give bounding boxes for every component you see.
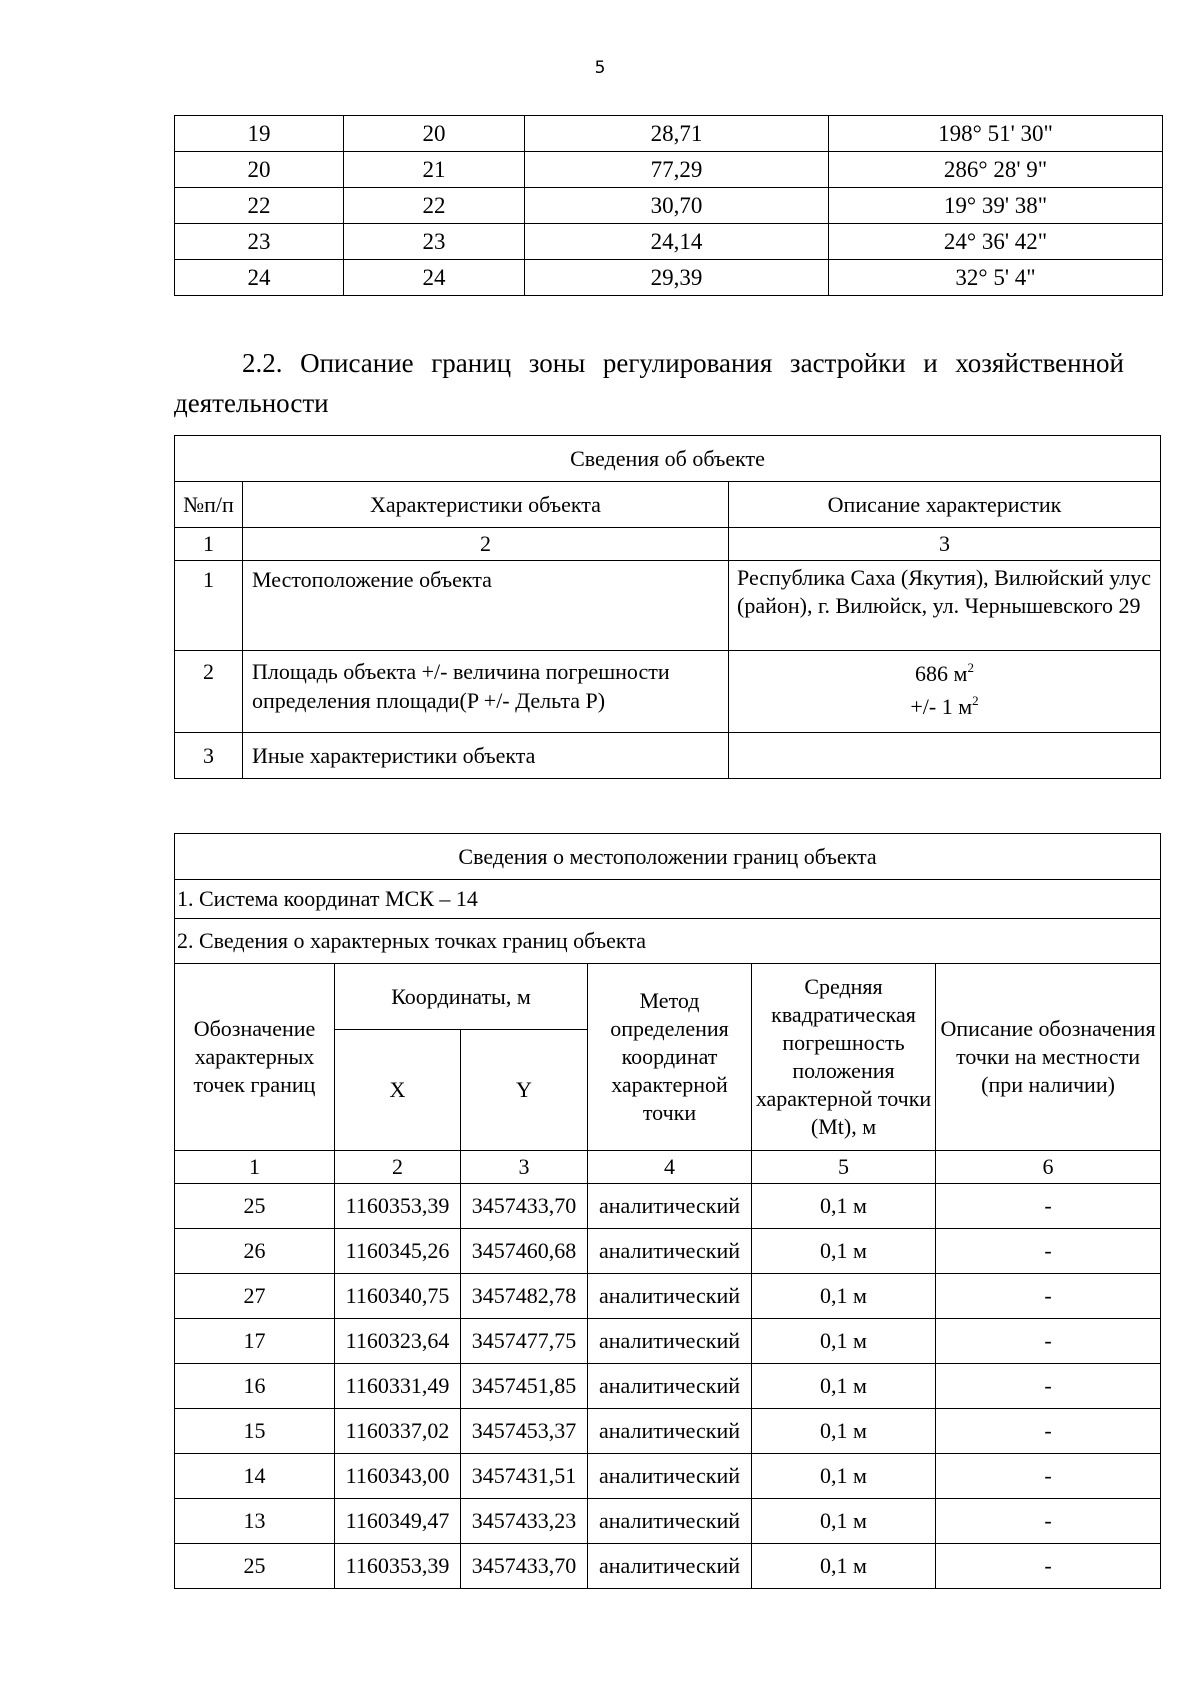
row-characteristic: Площадь объекта +/- величина погрешности определения площади(P +/- Дельта P) bbox=[243, 651, 729, 733]
x-coordinate: 1160337,02 bbox=[335, 1409, 461, 1454]
method: аналитический bbox=[588, 1454, 752, 1499]
y-coordinate: 3457433,23 bbox=[461, 1499, 588, 1544]
boundary-points-table bbox=[174, 833, 1161, 1589]
table-row bbox=[175, 1184, 1161, 1229]
table-cell: 29,39 bbox=[525, 260, 829, 296]
row-description bbox=[729, 733, 1161, 779]
area-value: 686 $м^2$ bbox=[915, 660, 974, 686]
x-coordinate: 1160340,75 bbox=[335, 1274, 461, 1319]
row-characteristic: Иные характеристики объекта bbox=[243, 733, 729, 779]
table-cell: 19 bbox=[175, 116, 344, 152]
method: аналитический bbox=[588, 1409, 752, 1454]
coordinate-system: 1. Система координат МСК – 14 bbox=[175, 880, 1161, 919]
table-row bbox=[175, 152, 1163, 188]
point-id: 25 bbox=[175, 1544, 335, 1589]
table-row bbox=[175, 1454, 1161, 1499]
table-cell: 24 bbox=[344, 260, 525, 296]
index-cell: 1 bbox=[175, 528, 243, 561]
table-row bbox=[175, 1409, 1161, 1454]
y-coordinate: 3457451,85 bbox=[461, 1364, 588, 1409]
point-id: 14 bbox=[175, 1454, 335, 1499]
y-coordinate: 3457433,70 bbox=[461, 1184, 588, 1229]
object-info-title: Сведения об объекте bbox=[175, 436, 1161, 482]
table-row bbox=[175, 116, 1163, 152]
row-number: 1 bbox=[175, 561, 243, 651]
section-heading bbox=[174, 343, 1124, 423]
table-cell: 20 bbox=[175, 152, 344, 188]
x-coordinate: 1160331,49 bbox=[335, 1364, 461, 1409]
method: аналитический bbox=[588, 1499, 752, 1544]
method-header: Метод определения координат характерной точки bbox=[588, 964, 752, 1151]
col-index: 2 bbox=[335, 1151, 461, 1184]
table-row bbox=[175, 1499, 1161, 1544]
method: аналитический bbox=[588, 1229, 752, 1274]
y-header: Y bbox=[461, 1030, 588, 1151]
col-index: 6 bbox=[936, 1151, 1161, 1184]
table-cell: 20 bbox=[344, 116, 525, 152]
col-char-header: Характеристики объекта bbox=[243, 482, 729, 528]
col-index: 1 bbox=[175, 1151, 335, 1184]
table-cell: 24° 36' 42" bbox=[829, 224, 1163, 260]
x-coordinate: 1160323,64 bbox=[335, 1319, 461, 1364]
table-row bbox=[175, 1319, 1161, 1364]
table-cell: 77,29 bbox=[525, 152, 829, 188]
point-id: 26 bbox=[175, 1229, 335, 1274]
mean-error: 0,1 м bbox=[752, 1229, 936, 1274]
table-cell: 198° 51' 30" bbox=[829, 116, 1163, 152]
table-cell: 32° 5' 4" bbox=[829, 260, 1163, 296]
x-coordinate: 1160343,00 bbox=[335, 1454, 461, 1499]
table-row bbox=[175, 260, 1163, 296]
index-cell: 3 bbox=[729, 528, 1161, 561]
y-coordinate: 3457453,37 bbox=[461, 1409, 588, 1454]
y-coordinate: 3457477,75 bbox=[461, 1319, 588, 1364]
method: аналитический bbox=[588, 1364, 752, 1409]
bearing-table bbox=[174, 115, 1163, 296]
point-description: - bbox=[936, 1544, 1161, 1589]
point-description-header: Описание обозначения точки на местности (при наличии) bbox=[936, 964, 1161, 1151]
mean-error: 0,1 м bbox=[752, 1409, 936, 1454]
point-description: - bbox=[936, 1229, 1161, 1274]
col-desc-header: Описание характеристик bbox=[729, 482, 1161, 528]
col-num-header: №п/п bbox=[175, 482, 243, 528]
point-description: - bbox=[936, 1409, 1161, 1454]
error-header: Средняя квадратическая погрешность положения характерной точки (Mt), м bbox=[752, 964, 936, 1151]
x-coordinate: 1160353,39 bbox=[335, 1184, 461, 1229]
col-index: 5 bbox=[752, 1151, 936, 1184]
boundaries-title: Сведения о местоположении границ объекта bbox=[175, 834, 1161, 880]
table-cell: 24 bbox=[175, 260, 344, 296]
method: аналитический bbox=[588, 1319, 752, 1364]
x-coordinate: 1160345,26 bbox=[335, 1229, 461, 1274]
method: аналитический bbox=[588, 1184, 752, 1229]
page-number: 5 bbox=[594, 58, 606, 78]
point-description: - bbox=[936, 1184, 1161, 1229]
mean-error: 0,1 м bbox=[752, 1184, 936, 1229]
table-cell: 21 bbox=[344, 152, 525, 188]
mean-error: 0,1 м bbox=[752, 1499, 936, 1544]
location-description: Республика Саха (Якутия), Вилюйский улус (район), г. Вилюйск, ул. Чернышевского 29 bbox=[729, 561, 1161, 651]
point-id: 15 bbox=[175, 1409, 335, 1454]
y-coordinate: 3457482,78 bbox=[461, 1274, 588, 1319]
point-description: - bbox=[936, 1274, 1161, 1319]
y-coordinate: 3457460,68 bbox=[461, 1229, 588, 1274]
col-index: 3 bbox=[461, 1151, 588, 1184]
x-coordinate: 1160353,39 bbox=[335, 1544, 461, 1589]
method: аналитический bbox=[588, 1274, 752, 1319]
table-row bbox=[175, 1544, 1161, 1589]
point-id: 17 bbox=[175, 1319, 335, 1364]
col-index: 4 bbox=[588, 1151, 752, 1184]
method: аналитический bbox=[588, 1544, 752, 1589]
table-cell: 24,14 bbox=[525, 224, 829, 260]
points-title: 2. Сведения о характерных точках границ объекта bbox=[175, 919, 1161, 964]
point-designation-header: Обозначение характерных точек границ bbox=[175, 964, 335, 1151]
table-cell: 19° 39' 38" bbox=[829, 188, 1163, 224]
table-row bbox=[175, 1229, 1161, 1274]
table-cell: 28,71 bbox=[525, 116, 829, 152]
mean-error: 0,1 м bbox=[752, 1319, 936, 1364]
section-heading-text: 2.2. Описание границ зоны регулирования застройки и хозяйственной деятельности bbox=[174, 348, 1124, 418]
point-description: - bbox=[936, 1499, 1161, 1544]
x-coordinate: 1160349,47 bbox=[335, 1499, 461, 1544]
coordinates-header: Координаты, м bbox=[335, 964, 588, 1030]
table-cell: 23 bbox=[175, 224, 344, 260]
point-id: 25 bbox=[175, 1184, 335, 1229]
row-number: 3 bbox=[175, 733, 243, 779]
point-id: 27 bbox=[175, 1274, 335, 1319]
table-cell: 22 bbox=[175, 188, 344, 224]
point-description: - bbox=[936, 1454, 1161, 1499]
row-number: 2 bbox=[175, 651, 243, 733]
mean-error: 0,1 м bbox=[752, 1454, 936, 1499]
area-description bbox=[729, 651, 1161, 733]
x-header: X bbox=[335, 1030, 461, 1151]
table-row bbox=[175, 188, 1163, 224]
object-info-table bbox=[174, 435, 1161, 779]
point-description: - bbox=[936, 1364, 1161, 1409]
area-error: +/- 1 $м^2$ bbox=[910, 693, 979, 719]
y-coordinate: 3457433,70 bbox=[461, 1544, 588, 1589]
table-cell: 286° 28' 9" bbox=[829, 152, 1163, 188]
point-id: 13 bbox=[175, 1499, 335, 1544]
point-id: 16 bbox=[175, 1364, 335, 1409]
table-row bbox=[175, 1274, 1161, 1319]
table-row bbox=[175, 224, 1163, 260]
row-characteristic: Местоположение объекта bbox=[243, 561, 729, 651]
table-row bbox=[175, 1364, 1161, 1409]
table-cell: 22 bbox=[344, 188, 525, 224]
table-cell: 30,70 bbox=[525, 188, 829, 224]
y-coordinate: 3457431,51 bbox=[461, 1454, 588, 1499]
mean-error: 0,1 м bbox=[752, 1274, 936, 1319]
table-cell: 23 bbox=[344, 224, 525, 260]
mean-error: 0,1 м bbox=[752, 1544, 936, 1589]
point-description: - bbox=[936, 1319, 1161, 1364]
mean-error: 0,1 м bbox=[752, 1364, 936, 1409]
index-cell: 2 bbox=[243, 528, 729, 561]
